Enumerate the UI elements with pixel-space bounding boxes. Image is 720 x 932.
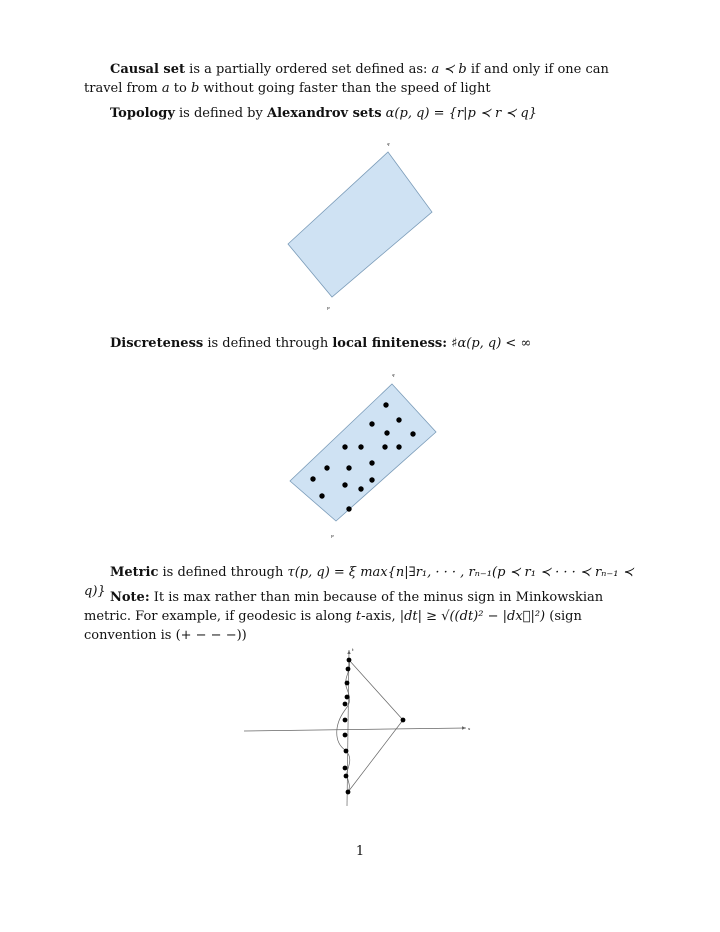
causal-set-term: Causal set: [110, 62, 186, 77]
light-ray-upper: [349, 660, 403, 720]
topology-term: Topology: [110, 106, 175, 121]
point: [342, 482, 347, 487]
label-q-1: q: [387, 141, 390, 146]
point: [346, 465, 351, 470]
point: [346, 506, 351, 511]
label-p-2: p: [331, 533, 334, 538]
point: [369, 421, 374, 426]
metric-text-1: is defined through: [158, 565, 288, 580]
wiggly-worldline: [337, 660, 350, 792]
metric-term: Metric: [110, 565, 159, 580]
point-x: [401, 718, 406, 723]
note-text-2: -axis,: [361, 609, 400, 624]
point: [345, 681, 350, 686]
point: [343, 733, 348, 738]
t-axis-arrow: [347, 650, 350, 654]
point: [396, 417, 401, 422]
point: [346, 667, 351, 672]
page-number: 1: [355, 844, 365, 859]
alexandrov-region: [288, 152, 432, 297]
point: [344, 749, 349, 754]
topology-paragraph: [84, 104, 638, 123]
discrete-region: [290, 384, 436, 521]
point: [324, 465, 329, 470]
causal-set-text-3: to: [169, 81, 191, 96]
x-axis: [244, 728, 466, 731]
point: [396, 444, 401, 449]
local-finiteness-term: local finiteness:: [332, 336, 448, 351]
causal-set-text-4: without going faster than the speed of light: [199, 81, 491, 96]
causal-set-text-1: is a partially ordered set defined as:: [185, 62, 432, 77]
point: [344, 774, 349, 779]
point: [410, 431, 415, 436]
point: [346, 790, 351, 795]
point: [382, 444, 387, 449]
note-term: Note:: [110, 590, 150, 605]
metric-formula: τ(p, q) = ξ max{n|∃r₁, · · · , rₙ₋₁(p ≺ r₁ ≺ · · · ≺ rₙ₋₁ ≺ q)}: [84, 565, 634, 599]
point: [358, 444, 363, 449]
point: [358, 486, 363, 491]
point: [369, 477, 374, 482]
point: [310, 476, 315, 481]
label-t: t: [352, 647, 354, 652]
light-ray-lower: [348, 720, 403, 792]
alexandrov-formula: α(p, q) = {r|p ≺ r ≺ q}: [385, 106, 537, 121]
point: [342, 444, 347, 449]
causal-points: [310, 402, 415, 511]
discreteness-text-1: is defined through: [203, 336, 333, 351]
note-paragraph: [84, 588, 638, 645]
note-text-1: It is max rather than min because of the minus sign in Minkowskian metric. For example, if geodesic is along: [84, 590, 604, 624]
point: [343, 766, 348, 771]
t-axis: [347, 650, 349, 806]
precedence-relation: a ≺ b: [431, 62, 467, 77]
point: [343, 718, 348, 723]
point: [383, 402, 388, 407]
finiteness-formula: ♯α(p, q) < ∞: [447, 336, 532, 351]
geodesic-points: [343, 658, 406, 795]
label-x: x: [468, 726, 471, 731]
var-a: a: [161, 81, 170, 96]
label-p-1: p: [327, 305, 330, 310]
point: [347, 658, 352, 663]
discreteness-term: Discreteness: [110, 336, 204, 351]
x-axis-arrow: [462, 726, 466, 729]
geodesic-inequality: |dt| ≥ √((dt)² − |dx⃗|²): [399, 609, 546, 624]
discreteness-paragraph: [84, 334, 638, 353]
point: [345, 695, 350, 700]
point: [343, 702, 348, 707]
note-text-3: (sign convention is (+ − − −)): [84, 609, 582, 643]
causal-set-paragraph: [84, 60, 638, 98]
var-b: b: [190, 81, 200, 96]
point: [369, 460, 374, 465]
label-q-2: q: [392, 372, 395, 377]
point: [384, 430, 389, 435]
point: [319, 493, 324, 498]
causal-set-text-2: if and only if one can travel from: [84, 62, 609, 96]
var-t: t: [355, 609, 362, 624]
topology-text-1: is defined by: [174, 106, 267, 121]
alexandrov-term: Alexandrov sets: [266, 106, 382, 121]
